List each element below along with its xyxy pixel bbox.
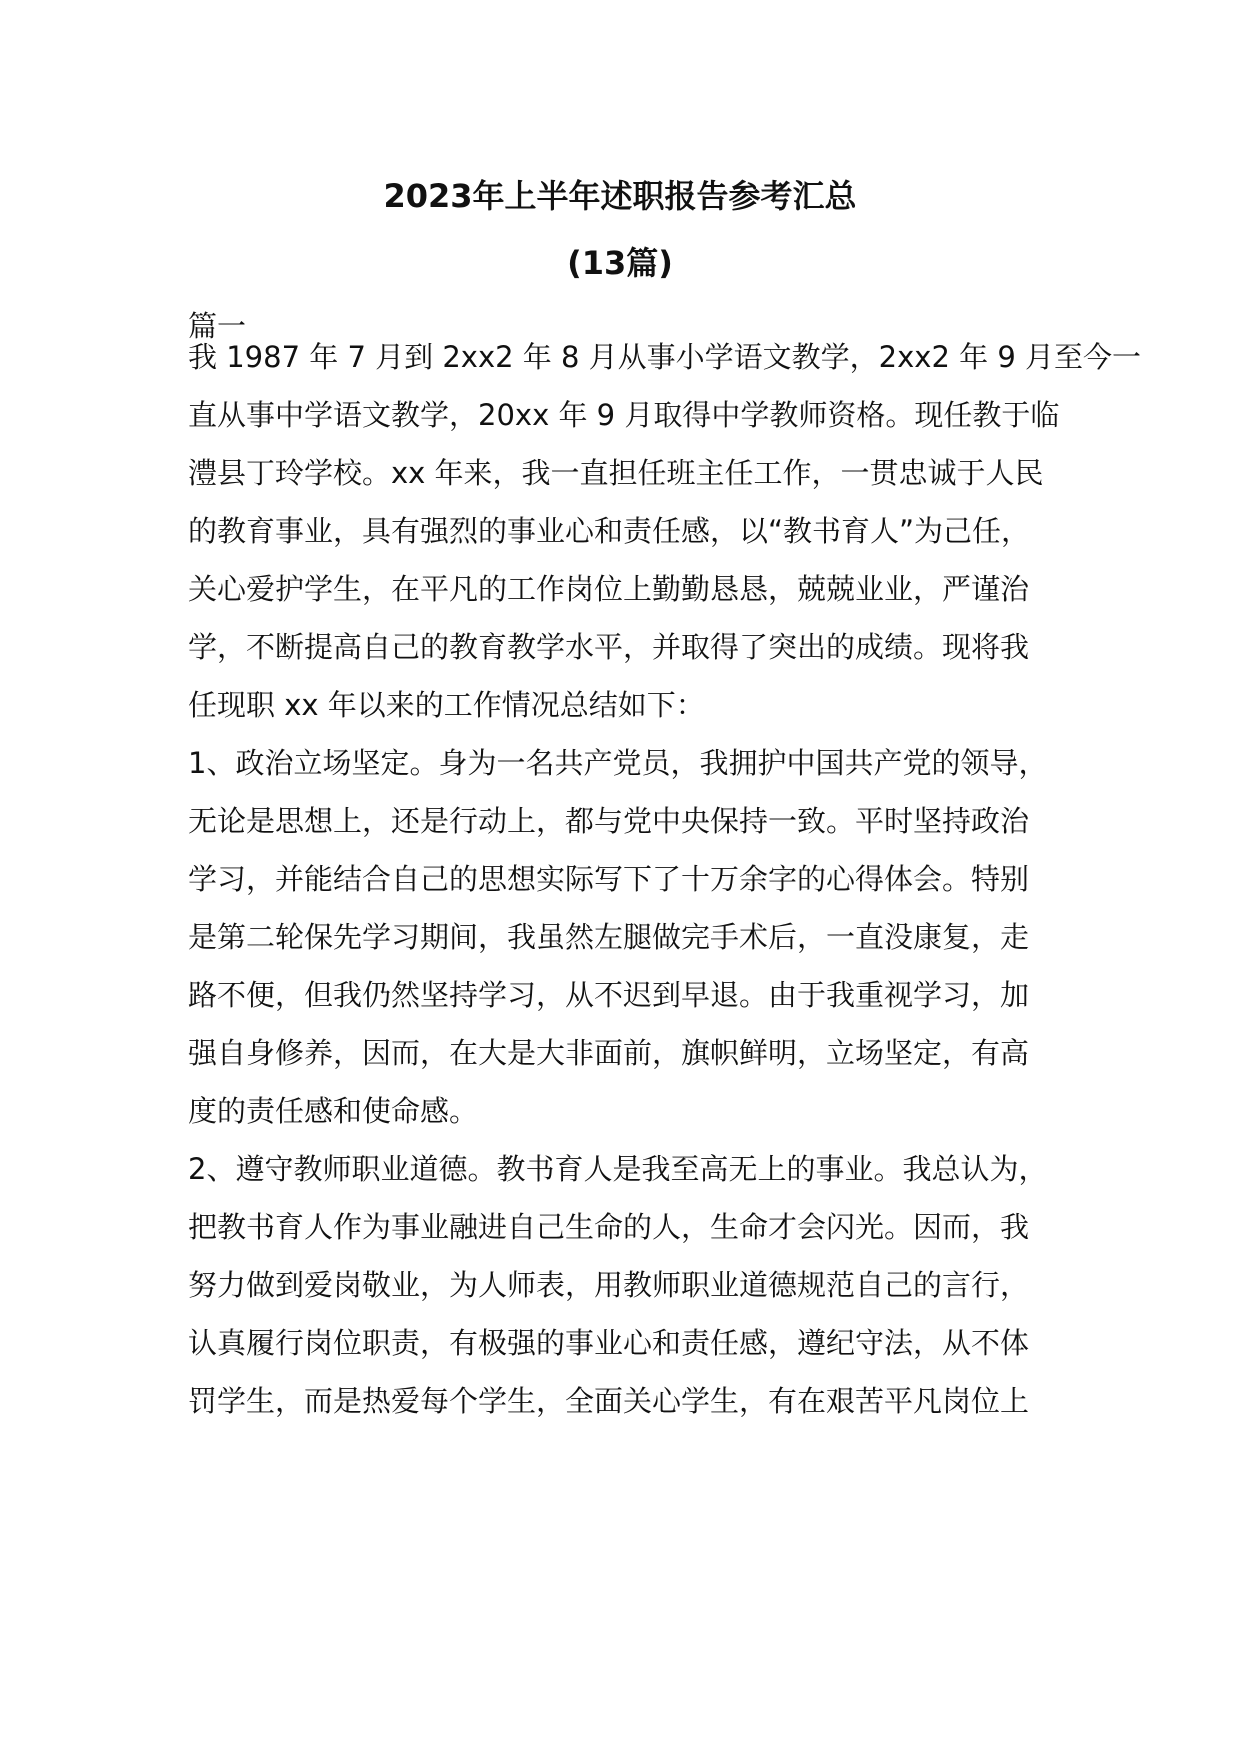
body-line: 关心爱护学生，在平凡的工作岗位上勤勤恳恳，兢兢业业，严谨治 [188, 572, 1030, 606]
body-line: 我 1987 年 7 月到 2xx2 年 8 月从事小学语文教学，2xx2 年 9 月至今一 [188, 340, 1142, 374]
body-line: 努力做到爱岗敬业，为人师表，用教师职业道德规范自己的言行， [188, 1268, 1030, 1302]
body-line: 度的责任感和使命感。 [188, 1094, 479, 1128]
body-line: 学，不断提高自己的教育教学水平，并取得了突出的成绩。现将我 [188, 630, 1030, 664]
body-line: 直从事中学语文教学，20xx 年 9 月取得中学教师资格。现任教于临 [188, 398, 1060, 432]
body-line: 把教书育人作为事业融进自己生命的人，生命才会闪光。因而，我 [188, 1210, 1030, 1244]
body-line: 学习，并能结合自己的思想实际写下了十万余字的心得体会。特别 [188, 862, 1030, 896]
body-line: 的教育事业，具有强烈的事业心和责任感，以“教书育人”为己任， [188, 514, 1031, 548]
body-line: 无论是思想上，还是行动上，都与党中央保持一致。平时坚持政治 [188, 804, 1030, 838]
body-line: 强自身修养，因而，在大是大非面前，旗帜鲜明，立场坚定，有高 [188, 1036, 1030, 1070]
body-line: 路不便，但我仍然坚持学习，从不迟到早退。由于我重视学习，加 [188, 978, 1030, 1012]
section-label: 篇一 [188, 309, 247, 343]
body-line: 认真履行岗位职责，有极强的事业心和责任感，遵纪守法，从不体 [188, 1326, 1030, 1360]
body-line: 2、遵守教师职业道德。教书育人是我至高无上的事业。我总认为， [188, 1152, 1048, 1186]
body-line: 是第二轮保先学习期间，我虽然左腿做完手术后，一直没康复，走 [188, 920, 1030, 954]
document-title: 2023年上半年述职报告参考汇总 [383, 177, 857, 215]
document-subtitle: (13篇) [567, 244, 673, 282]
body-line: 罚学生，而是热爱每个学生，全面关心学生，有在艰苦平凡岗位上 [188, 1384, 1030, 1418]
body-line: 任现职 xx 年以来的工作情况总结如下： [188, 688, 705, 722]
body-line: 1、政治立场坚定。身为一名共产党员，我拥护中国共产党的领导， [188, 746, 1048, 780]
body-line: 澧县丁玲学校。xx 年来，我一直担任班主任工作，一贯忠诚于人民 [188, 456, 1044, 490]
